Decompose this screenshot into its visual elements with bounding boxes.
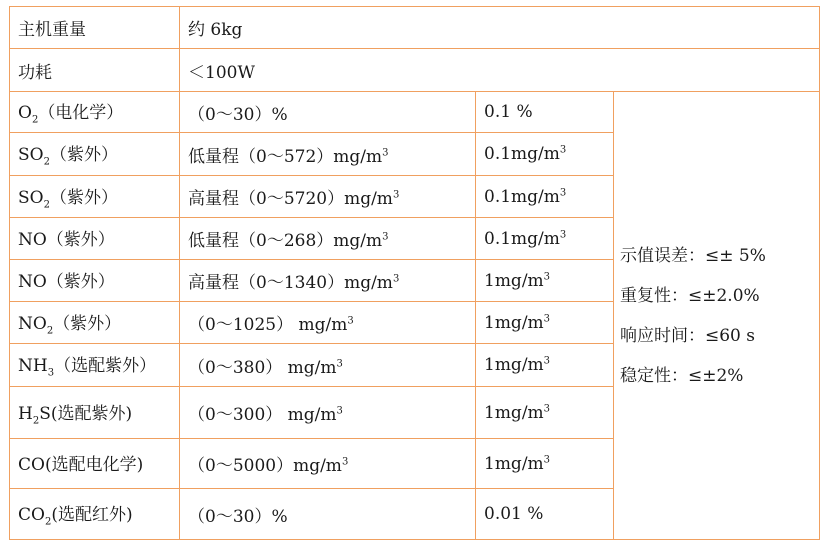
spec-label: 主机重量 <box>10 7 180 49</box>
gas-name: $SO_2$（紫外） <box>10 133 180 176</box>
gas-resolution: $0.1mg/m^3$ <box>476 133 614 176</box>
gas-resolution: $1mg/m^3$ <box>476 387 614 439</box>
gas-name: $NO_2$（紫外） <box>10 302 180 344</box>
gas-resolution: $1mg/m^3$ <box>476 344 614 387</box>
gas-name: CO(选配电化学) <box>10 439 180 489</box>
gas-range: 高量程$(0\sim 5720)mg/m^3$ <box>180 176 476 218</box>
performance-cell <box>614 92 820 540</box>
gas-name: NO（紫外） <box>10 260 180 302</box>
gas-resolution: 0.01 % <box>476 489 614 540</box>
spec-table <box>9 6 820 540</box>
spec-label: 功耗 <box>10 49 180 92</box>
gas-range: $(0\sim 5000)mg/m^3$ <box>180 439 476 489</box>
gas-range: （0～300） $mg/m^3$ <box>180 387 476 439</box>
performance-line: 响应时间：≤60 s <box>620 325 756 346</box>
gas-name: NO（紫外） <box>10 218 180 260</box>
gas-range: 低量程$(0\sim 572)mg/m^3$ <box>180 133 476 176</box>
gas-name: $CO_2$(选配红外) <box>10 489 180 540</box>
gas-name: $SO_2$（紫外） <box>10 176 180 218</box>
gas-range: 低量程$(0\sim 268)mg/m^3$ <box>180 218 476 260</box>
table-row <box>10 7 820 49</box>
table-row <box>10 49 820 92</box>
gas-range: （0～1025） $mg/m^3$ <box>180 302 476 344</box>
gas-resolution: $1mg/m^3$ <box>476 260 614 302</box>
gas-resolution: $1mg/m^3$ <box>476 302 614 344</box>
gas-range: （0～380） $mg/m^3$ <box>180 344 476 387</box>
gas-name: $H_2S$(选配紫外) <box>10 387 180 439</box>
performance-line: 稳定性：≤±2% <box>620 365 744 386</box>
gas-range: （0～30）% <box>180 92 476 133</box>
gas-resolution: $0.1mg/m^3$ <box>476 218 614 260</box>
performance-line: 重复性：≤±2.0% <box>620 285 760 306</box>
gas-resolution: 0.1 % <box>476 92 614 133</box>
gas-range: （0～30）% <box>180 489 476 540</box>
table-row <box>10 92 820 133</box>
gas-name: $NH_3$（选配紫外） <box>10 344 180 387</box>
spec-value: ＜100W <box>180 49 820 92</box>
gas-name: $O_2$（电化学） <box>10 92 180 133</box>
gas-resolution: $1mg/m^3$ <box>476 439 614 489</box>
gas-range: 高量程$(0\sim 1340)mg/m^3$ <box>180 260 476 302</box>
gas-resolution: $0.1mg/m^3$ <box>476 176 614 218</box>
performance-line: 示值误差：≤± 5% <box>620 245 766 266</box>
spec-value: 约 6kg <box>180 7 820 49</box>
